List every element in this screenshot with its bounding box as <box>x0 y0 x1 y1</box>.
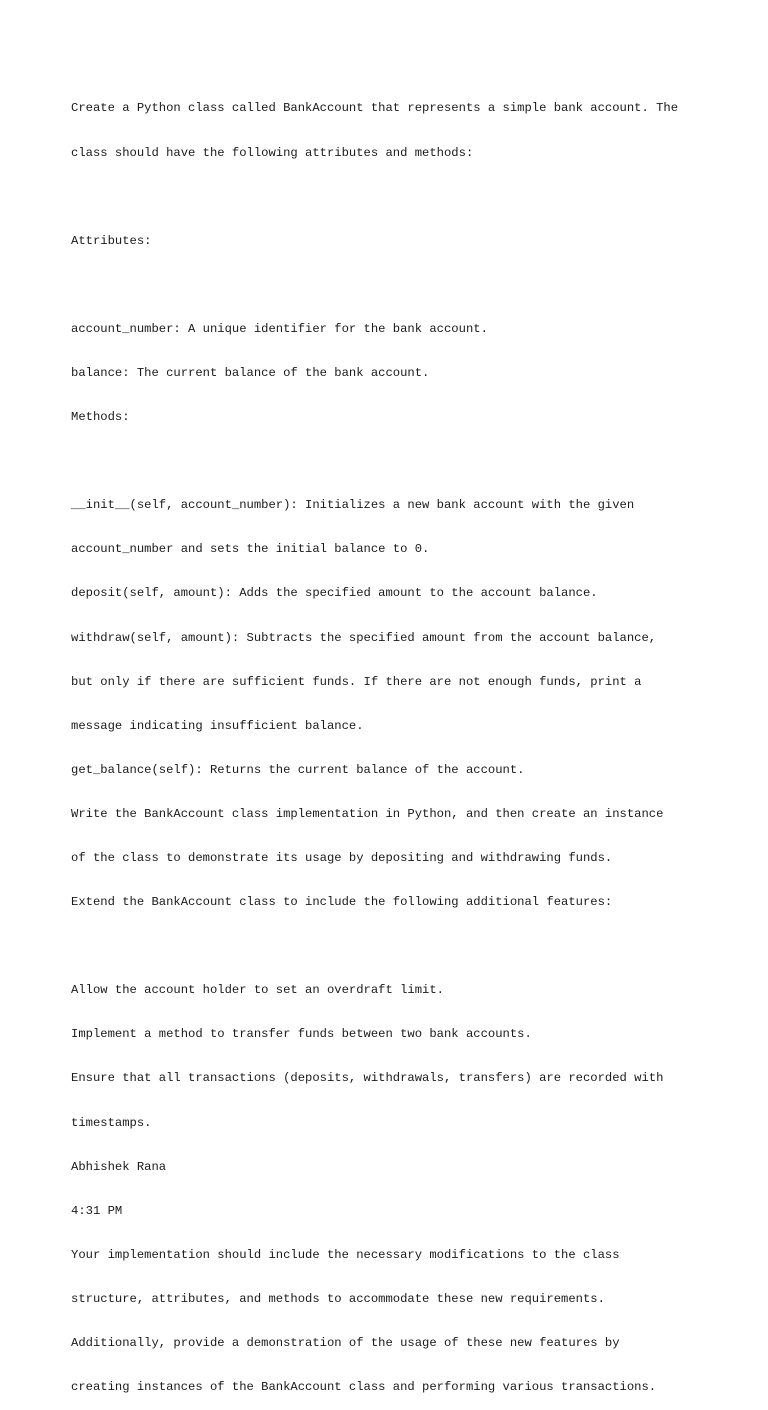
text-line: deposit(self, amount): Adds the specified amount to the account balance. <box>71 586 598 601</box>
text-line: balance: The current balance of the bank account. <box>71 365 430 380</box>
blank-line <box>71 190 751 205</box>
text-line: class should have the following attributes and methods: <box>71 145 474 160</box>
text-line: Ensure that all transactions (deposits, withdrawals, transfers) are recorded with <box>71 1071 664 1086</box>
text-line: message indicating insufficient balance. <box>71 718 364 733</box>
document-body <box>71 72 751 1410</box>
text-line: __init__(self, account_number): Initializes a new bank account with the given <box>71 498 635 513</box>
text-line: Implement a method to transfer funds between two bank accounts. <box>71 1027 532 1042</box>
text-line: Create a Python class called BankAccount that represents a simple bank account. The <box>71 101 679 116</box>
text-line: get_balance(self): Returns the current balance of the account. <box>71 762 525 777</box>
text-line: structure, attributes, and methods to accommodate these new requirements. <box>71 1291 605 1306</box>
text-line: of the class to demonstrate its usage by depositing and withdrawing funds. <box>71 851 613 865</box>
text-line: creating instances of the BankAccount class and performing various transactions. <box>71 1380 657 1395</box>
blank-line <box>71 278 751 293</box>
text-line: Your implementation should include the necessary modifications to the class <box>71 1247 620 1262</box>
section-heading-methods: Methods: <box>71 410 130 425</box>
blank-line <box>71 454 751 469</box>
text-line: timestamps. <box>71 1115 152 1130</box>
text-line: Allow the account holder to set an overdraft limit. <box>71 983 444 998</box>
timestamp: 4:31 PM <box>71 1203 123 1218</box>
blank-line <box>71 939 751 954</box>
text-line: but only if there are sufficient funds. If there are not enough funds, print a <box>71 674 642 689</box>
text-line: account_number and sets the initial balance to 0. <box>71 542 430 557</box>
section-heading-attributes: Attributes: <box>71 233 152 248</box>
author-name: Abhishek Rana <box>71 1159 167 1174</box>
text-line: Write the BankAccount class implementation in Python, and then create an instance <box>71 806 664 821</box>
text-line: account_number: A unique identifier for the bank account. <box>71 321 488 336</box>
text-line: Additionally, provide a demonstration of the usage of these new features by <box>71 1336 620 1351</box>
text-line: withdraw(self, amount): Subtracts the specified amount from the account balance, <box>71 630 657 645</box>
text-line: Extend the BankAccount class to include the following additional features: <box>71 895 613 910</box>
